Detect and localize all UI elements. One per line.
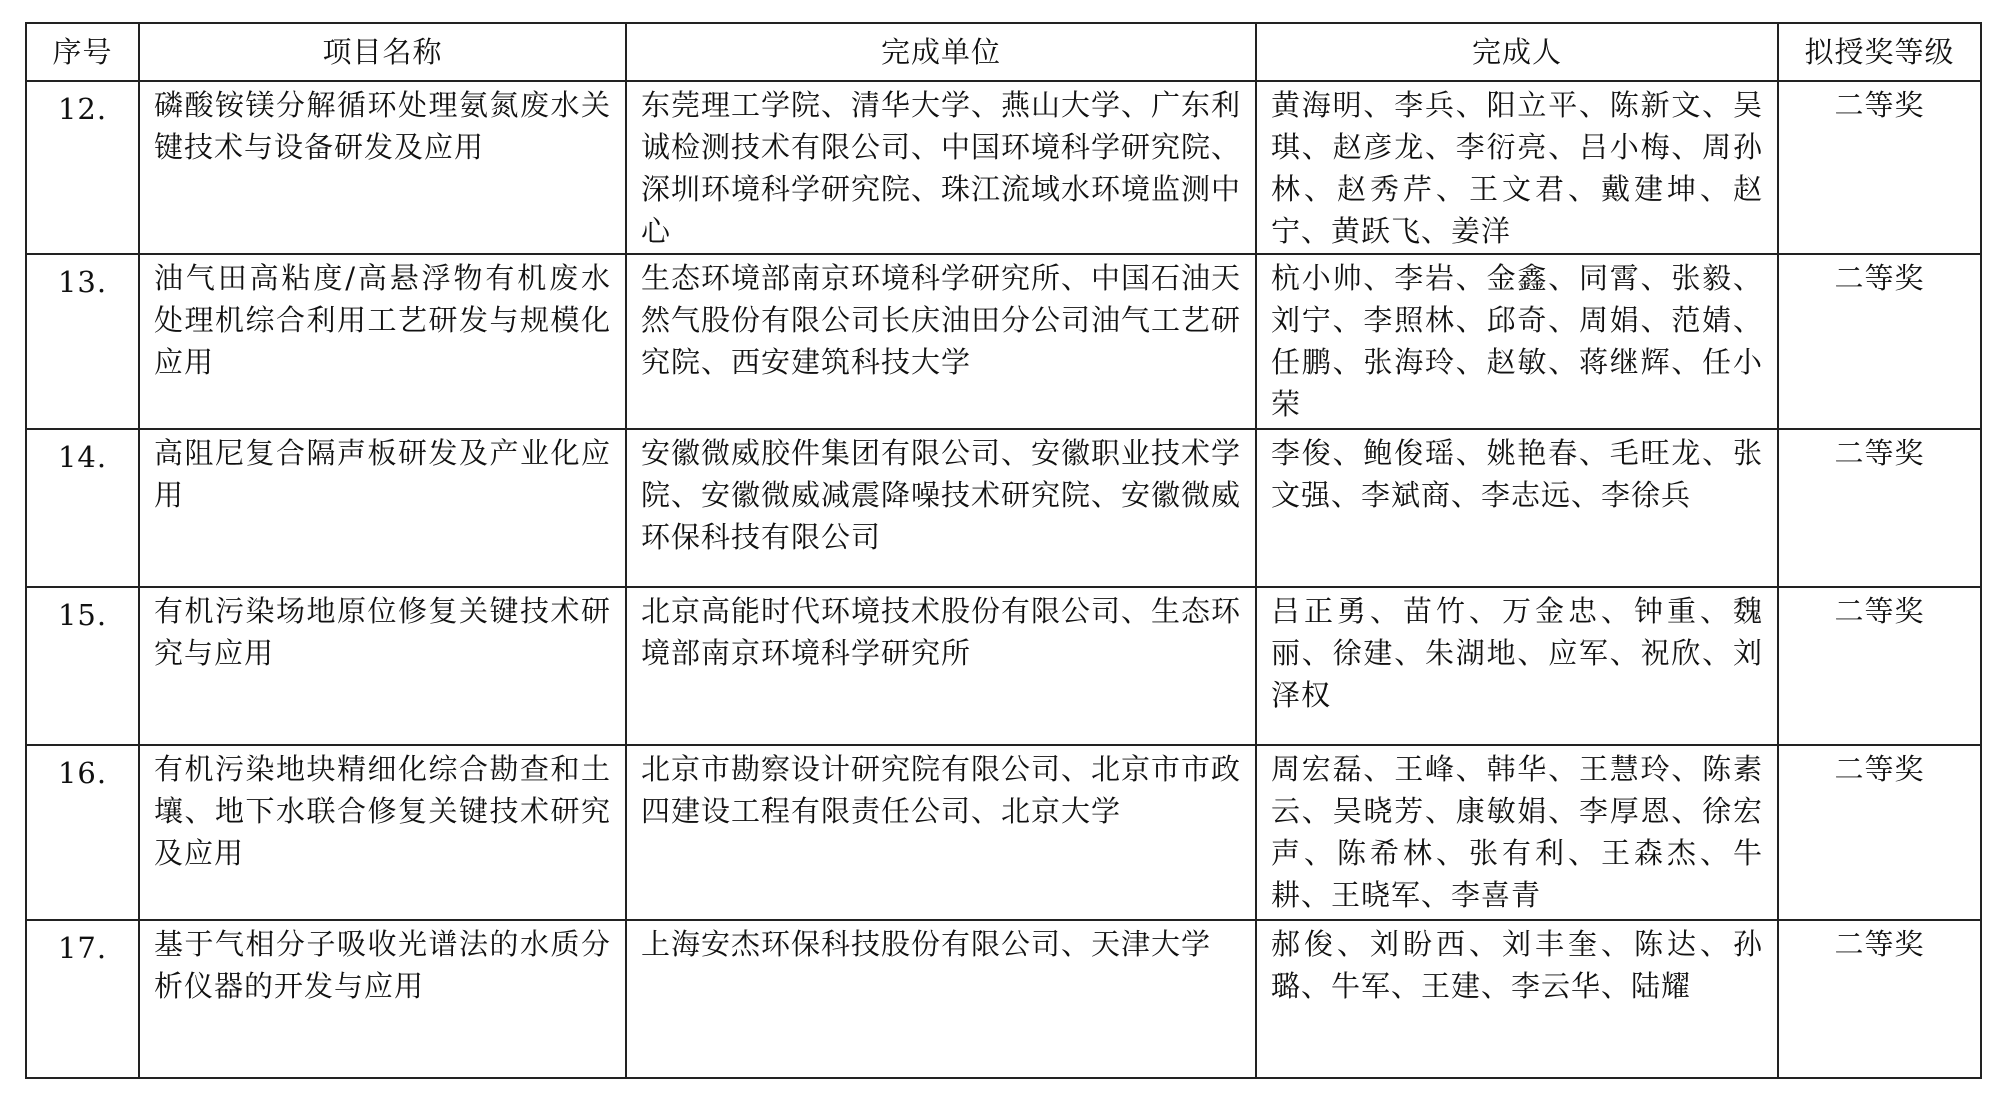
row-seq: 14. [26,429,139,587]
row-project-name: 有机污染场地原位修复关键技术研究与应用 [139,587,626,745]
row-award-level: 二等奖 [1778,81,1981,254]
header-project-name: 项目名称 [139,23,626,81]
row-unit: 生态环境部南京环境科学研究所、中国石油天然气股份有限公司长庆油田分公司油气工艺研究院、西安建筑科技大学 [626,254,1256,429]
row-award-level: 二等奖 [1778,920,1981,1078]
row-people: 黄海明、李兵、阳立平、陈新文、吴琪、赵彦龙、李衍亮、吕小梅、周孙林、赵秀芹、王文君、戴建坤、赵宁、黄跃飞、姜洋 [1256,81,1778,254]
table-row [26,429,1981,587]
row-project-name: 磷酸铵镁分解循环处理氨氮废水关键技术与设备研发及应用 [139,81,626,254]
row-people: 吕正勇、苗竹、万金忠、钟重、魏丽、徐建、朱湖地、应军、祝欣、刘泽权 [1256,587,1778,745]
header-seq: 序号 [26,23,139,81]
header-award-level: 拟授奖等级 [1778,23,1981,81]
row-project-name: 高阻尼复合隔声板研发及产业化应用 [139,429,626,587]
row-seq: 16. [26,745,139,920]
row-seq: 17. [26,920,139,1078]
row-unit: 上海安杰环保科技股份有限公司、天津大学 [626,920,1256,1078]
row-award-level: 二等奖 [1778,429,1981,587]
row-unit: 北京市勘察设计研究院有限公司、北京市市政四建设工程有限责任公司、北京大学 [626,745,1256,920]
row-project-name: 有机污染地块精细化综合勘查和土壤、地下水联合修复关键技术研究及应用 [139,745,626,920]
row-project-name: 基于气相分子吸收光谱法的水质分析仪器的开发与应用 [139,920,626,1078]
row-people: 杭小帅、李岩、金鑫、同霄、张毅、刘宁、李照林、邱奇、周娟、范婧、任鹏、张海玲、赵敏、蒋继辉、任小荣 [1256,254,1778,429]
row-unit: 北京高能时代环境技术股份有限公司、生态环境部南京环境科学研究所 [626,587,1256,745]
header-row [26,23,1981,81]
row-unit: 东莞理工学院、清华大学、燕山大学、广东利诚检测技术有限公司、中国环境科学研究院、深圳环境科学研究院、珠江流域水环境监测中心 [626,81,1256,254]
row-seq: 12. [26,81,139,254]
row-seq: 15. [26,587,139,745]
awards-table [25,22,1982,1079]
header-people: 完成人 [1256,23,1778,81]
row-award-level: 二等奖 [1778,254,1981,429]
table-row [26,745,1981,920]
row-award-level: 二等奖 [1778,587,1981,745]
table-row [26,81,1981,254]
row-unit: 安徽微威胶件集团有限公司、安徽职业技术学院、安徽微威减震降噪技术研究院、安徽微威环保科技有限公司 [626,429,1256,587]
row-people: 郝俊、刘盼西、刘丰奎、陈达、孙璐、牛军、王建、李云华、陆耀 [1256,920,1778,1078]
table-row [26,920,1981,1078]
row-project-name: 油气田高粘度/高悬浮物有机废水处理机综合利用工艺研发与规模化应用 [139,254,626,429]
table-row [26,254,1981,429]
row-seq: 13. [26,254,139,429]
row-people: 周宏磊、王峰、韩华、王慧玲、陈素云、吴晓芳、康敏娟、李厚恩、徐宏声、陈希林、张有利、王森杰、牛耕、王晓军、李喜青 [1256,745,1778,920]
table-row [26,587,1981,745]
row-people: 李俊、鲍俊瑶、姚艳春、毛旺龙、张文强、李斌商、李志远、李徐兵 [1256,429,1778,587]
row-award-level: 二等奖 [1778,745,1981,920]
header-unit: 完成单位 [626,23,1256,81]
